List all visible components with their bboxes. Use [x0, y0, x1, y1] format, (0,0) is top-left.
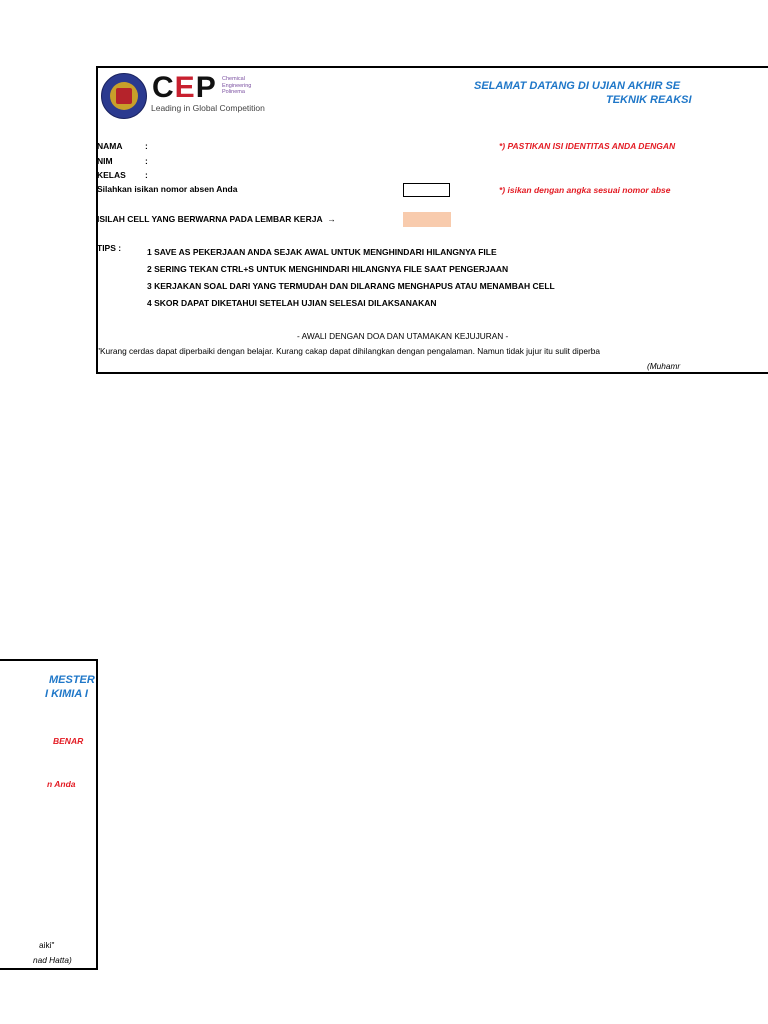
- page-frame-continuation: [0, 659, 98, 970]
- cep-logo-subtext: Chemical Engineering Polinema: [222, 76, 252, 95]
- continuation-note-anda: n Anda: [47, 779, 76, 789]
- doa-line: - AWALI DENGAN DOA DAN UTAMAKAN KEJUJURAN -: [297, 331, 509, 341]
- nama-colon: :: [145, 141, 148, 151]
- identity-note: *) PASTIKAN ISI IDENTITAS ANDA DENGAN: [499, 141, 676, 151]
- nim-colon: :: [145, 156, 148, 166]
- polinema-seal-logo: [101, 73, 147, 119]
- continuation-quote-end: aiki": [39, 940, 55, 950]
- tip-item: 2 SERING TEKAN CTRL+S UNTUK MENGHINDARI HILANGNYA FILE SAAT PENGERJAAN: [147, 264, 509, 274]
- kelas-colon: :: [145, 170, 148, 180]
- quote-author: (Muhamr: [647, 361, 681, 371]
- isilah-label: ISILAH CELL YANG BERWARNA PADA LEMBAR KERJA →: [97, 214, 336, 224]
- absen-note: *) isikan dengan angka sesuai nomor abse: [499, 185, 671, 195]
- continuation-note-benar: BENAR: [53, 736, 84, 746]
- tip-item: 1 SAVE AS PEKERJAAN ANDA SEJAK AWAL UNTUK MENGHINDARI HILANGNYA FILE: [147, 247, 497, 257]
- quote-line: "Kurang cerdas dapat diperbaiki dengan belajar. Kurang cakap dapat dihilangkan dengan pengalaman. Namun tidak jujur itu sulit diperba: [97, 346, 600, 356]
- continuation-author-end: nad Hatta): [33, 955, 72, 965]
- page-title-line2: TEKNIK REAKSI: [606, 94, 692, 106]
- continuation-title-line1: MESTER: [49, 674, 95, 686]
- absen-label: Silahkan isikan nomor absen Anda: [97, 184, 238, 194]
- nim-label: NIM: [97, 156, 113, 166]
- tip-item: 4 SKOR DAPAT DIKETAHUI SETELAH UJIAN SELESAI DILAKSANAKAN: [147, 298, 437, 308]
- kelas-label: KELAS: [97, 170, 126, 180]
- arrow-right-icon: →: [327, 214, 336, 224]
- colored-cell-sample: [403, 212, 451, 227]
- page-title-line1: SELAMAT DATANG DI UJIAN AKHIR SE: [474, 80, 681, 92]
- cep-logo: CEP: [152, 71, 217, 104]
- tagline: Leading in Global Competition: [151, 103, 265, 113]
- tips-label: TIPS :: [97, 243, 122, 253]
- nama-label: NAMA: [97, 141, 123, 151]
- absen-input[interactable]: [403, 183, 450, 197]
- continuation-title-line2: I KIMIA I: [45, 688, 88, 700]
- tip-item: 3 KERJAKAN SOAL DARI YANG TERMUDAH DAN DILARANG MENGHAPUS ATAU MENAMBAH CELL: [147, 281, 555, 291]
